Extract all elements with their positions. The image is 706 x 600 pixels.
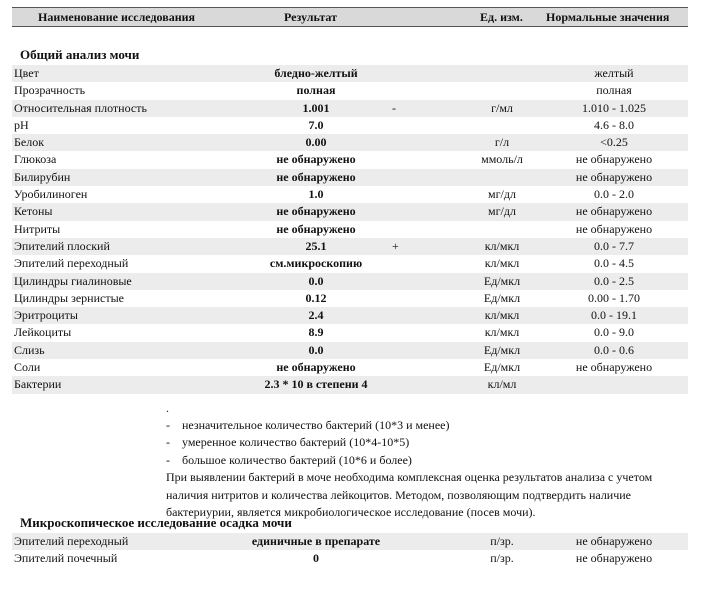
microscopy-table <box>12 533 688 568</box>
cell-name: Цилиндры зернистые <box>14 290 124 305</box>
cell-norm: 0.0 - 9.0 <box>594 325 634 340</box>
note-bullet: - большое количество бактерий (10*6 и более) <box>166 452 686 469</box>
table-header <box>12 7 688 27</box>
cell-unit: Ед/мкл <box>483 273 521 288</box>
cell-name: Прозрачность <box>14 83 86 98</box>
cell-name: Уробилиноген <box>14 187 88 202</box>
header-result: Результат <box>284 10 338 24</box>
cell-result: 1.001 <box>302 100 330 115</box>
cell-unit: Ед/мкл <box>483 290 521 305</box>
table-row <box>12 238 688 255</box>
cell-unit: Ед/мкл <box>483 342 521 357</box>
cell-flag: - <box>392 100 396 115</box>
cell-unit: кл/мкл <box>484 256 520 271</box>
cell-result: 7.0 <box>308 117 324 132</box>
cell-result: полная <box>296 83 336 98</box>
cell-name: Цилиндры гиалиновые <box>14 273 132 288</box>
cell-norm: не обнаружено <box>575 534 653 548</box>
cell-result: 0.0 <box>308 342 324 357</box>
cell-norm: 0.0 - 4.5 <box>594 256 634 271</box>
table-row <box>12 221 688 238</box>
cell-norm: не обнаружено <box>575 169 653 184</box>
cell-result: 1.0 <box>308 187 324 202</box>
cell-result: не обнаружено <box>276 221 356 236</box>
cell-norm: не обнаружено <box>575 152 653 167</box>
cell-name: Билирубин <box>14 169 71 184</box>
cell-result: 0.0 <box>308 273 324 288</box>
table-row <box>12 290 688 307</box>
table-row <box>12 359 688 376</box>
cell-unit: мг/дл <box>488 204 516 219</box>
cell-name: Бактерии <box>14 377 62 392</box>
cell-result: не обнаружено <box>276 360 356 375</box>
cell-name: Глюкоза <box>14 152 57 167</box>
cell-norm: не обнаружено <box>575 221 653 236</box>
cell-unit: п/зр. <box>490 551 514 566</box>
cell-result: не обнаружено <box>276 204 356 219</box>
cell-norm: не обнаружено <box>575 551 653 566</box>
table-row <box>12 169 688 186</box>
cell-unit: кл/мкл <box>484 238 520 253</box>
cell-result: 0 <box>313 551 319 566</box>
table-row <box>12 186 688 203</box>
table-row <box>12 255 688 272</box>
cell-result: не обнаружено <box>276 152 356 167</box>
cell-name: pH <box>14 117 29 132</box>
cell-unit: ммоль/л <box>481 152 523 167</box>
cell-norm: 0.0 - 7.7 <box>594 238 634 253</box>
cell-norm: 0.0 - 2.0 <box>594 187 634 202</box>
cell-name: Белок <box>14 135 45 150</box>
cell-flag: + <box>392 238 399 253</box>
cell-norm: 0.00 - 1.70 <box>588 290 640 305</box>
cell-name: Эпителий плоский <box>14 238 110 253</box>
cell-name: Эпителий переходный <box>14 256 129 271</box>
urinalysis-title: Общий анализ мочи <box>20 47 140 62</box>
table-row <box>12 324 688 341</box>
note-text: При выявлении бактерий в моче необходима комплексная оценка результатов анализа с учетом наличия нитритов и количества лейкоцитов. Методом, позволяющим подтвердить наличие бактериурии, является микробиологическое исследование (посев мочи). <box>166 470 653 520</box>
cell-norm: не обнаружено <box>575 360 653 375</box>
microscopy-title: Микроскопическое исследование осадка мочи <box>20 515 292 530</box>
note-bullet: - умеренное количество бактерий (10*4-10*5) <box>166 434 686 451</box>
cell-result: не обнаружено <box>276 169 356 184</box>
cell-norm: полная <box>596 83 632 98</box>
cell-result: единичные в препарате <box>251 534 381 548</box>
table-row <box>12 82 688 99</box>
table-row <box>12 151 688 168</box>
cell-name: Слизь <box>14 342 45 357</box>
cell-unit: кл/мкл <box>484 308 520 323</box>
cell-norm: <0.25 <box>600 135 628 150</box>
cell-name: Эпителий переходный <box>14 534 129 548</box>
note-bullet: - незначительное количество бактерий (10*3 и менее) <box>166 417 686 434</box>
cell-unit: г/л <box>494 135 510 150</box>
cell-result: 25.1 <box>305 238 327 253</box>
cell-norm: 1.010 - 1.025 <box>582 100 646 115</box>
table-row <box>12 376 688 393</box>
urinalysis-table <box>12 65 688 394</box>
cell-result: 8.9 <box>308 325 324 340</box>
cell-unit: г/мл <box>491 100 513 115</box>
cell-name: Относительная плотность <box>14 100 147 115</box>
table-row <box>12 550 688 567</box>
cell-result: см.микроскопию <box>269 256 363 271</box>
cell-norm: не обнаружено <box>575 204 653 219</box>
cell-result: 0.00 <box>305 135 327 150</box>
cell-norm: желтый <box>594 66 634 80</box>
cell-unit: п/зр. <box>490 534 514 548</box>
bacteria-notes <box>166 400 686 521</box>
cell-name: Эритроциты <box>14 308 78 323</box>
cell-unit: кл/мкл <box>484 325 520 340</box>
cell-result: 2.4 <box>308 308 324 323</box>
header-name: Наименование исследования <box>38 10 196 24</box>
cell-result: бледно-желтый <box>274 66 358 80</box>
cell-name: Кетоны <box>14 204 53 219</box>
table-row <box>12 65 688 82</box>
table-row <box>12 273 688 290</box>
cell-name: Соли <box>14 360 41 375</box>
table-row <box>12 203 688 220</box>
table-row <box>12 342 688 359</box>
header-norm: Нормальные значения <box>546 10 670 24</box>
cell-name: Нитриты <box>14 221 61 236</box>
cell-unit: мг/дл <box>488 187 516 202</box>
cell-unit: кл/мл <box>487 377 517 392</box>
cell-name: Лейкоциты <box>14 325 72 340</box>
cell-name: Цвет <box>14 66 39 80</box>
cell-result: 2.3 * 10 в степени 4 <box>264 377 368 392</box>
header-unit: Ед. изм. <box>480 10 523 24</box>
cell-norm: 0.0 - 19.1 <box>591 308 637 323</box>
cell-result: 0.12 <box>305 290 327 305</box>
table-row <box>12 117 688 134</box>
table-row <box>12 134 688 151</box>
cell-norm: 0.0 - 2.5 <box>594 273 634 288</box>
note-dot: . <box>166 401 169 415</box>
table-row <box>12 533 688 550</box>
cell-norm: 4.6 - 8.0 <box>594 117 634 132</box>
cell-unit: Ед/мкл <box>483 360 521 375</box>
table-row <box>12 307 688 324</box>
table-row <box>12 100 688 117</box>
cell-name: Эпителий почечный <box>14 551 118 566</box>
cell-norm: 0.0 - 0.6 <box>594 342 634 357</box>
